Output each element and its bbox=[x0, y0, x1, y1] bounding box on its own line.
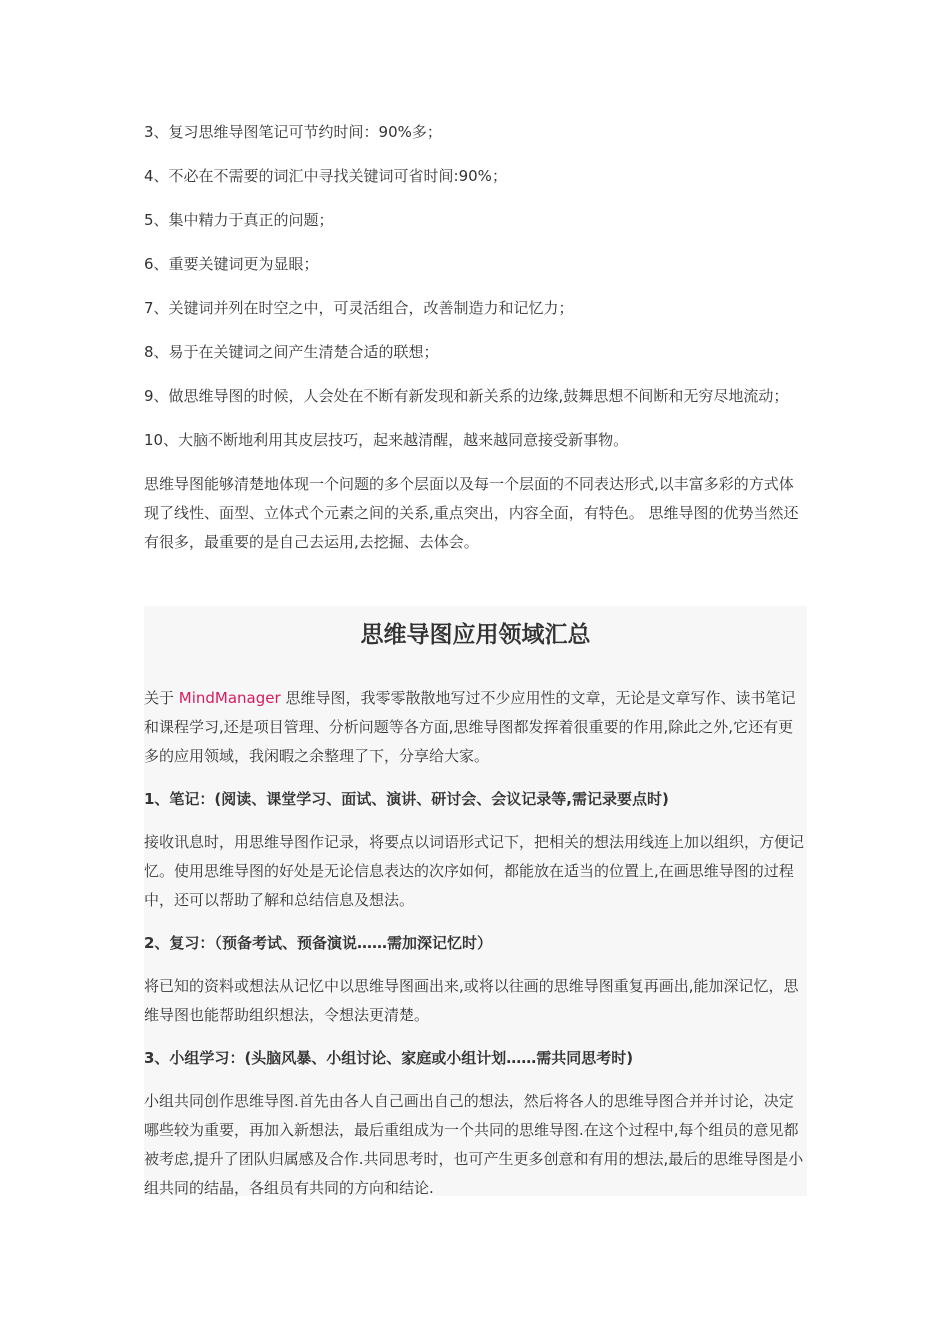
document-body bbox=[144, 118, 807, 557]
list-item: 4、不必在不需要的词汇中寻找关键词可省时间:90%； bbox=[144, 167, 507, 185]
list-item: 3、复习思维导图笔记可节约时间：90%多； bbox=[144, 123, 442, 141]
list-item: 5、集中精力于真正的问题； bbox=[144, 211, 334, 229]
section-title: 思维导图应用领域汇总 bbox=[360, 622, 591, 648]
list-item: 10、大脑不断地利用其皮层技巧，起来越清醒，越来越同意接受新事物。 bbox=[144, 431, 629, 449]
mindmanager-link[interactable]: MindManager bbox=[178, 689, 281, 707]
item-heading: 3、小组学习：(头脑风暴、小组讨论、家庭或小组计划……需共同思考时) bbox=[144, 1049, 634, 1067]
summary-paragraph: 思维导图能够清楚地体现一个问题的多个层面以及每一个层面的不同表达形式,以丰富多彩的方式体现了线性、面型、立体式个元素之间的关系,重点突出，内容全面，有特色。 思维导图的优势当然还有很多，最重要的是自己去运用,去挖掘、去体会。 bbox=[144, 475, 799, 551]
list-item: 6、重要关键词更为显眼； bbox=[144, 255, 319, 273]
intro-prefix: 关于 bbox=[144, 689, 179, 707]
list-item: 8、易于在关键词之间产生清楚合适的联想； bbox=[144, 343, 439, 361]
item-body: 接收讯息时，用思维导图作记录，将要点以词语形式记下，把相关的想法用线连上加以组织，方便记忆。使用思维导图的好处是无论信息表达的次序如何，都能放在适当的位置上,在画思维导图的过程中，还可以帮助了解和总结信息及想法。 bbox=[144, 833, 805, 909]
item-heading: 2、复习：（预备考试、预备演说……需加深记忆时） bbox=[144, 934, 492, 952]
list-item: 9、做思维导图的时候，人会处在不断有新发现和新关系的边缘,鼓舞思想不间断和无穷尽地流动； bbox=[144, 387, 789, 405]
intro-paragraph bbox=[144, 684, 807, 771]
item-body: 小组共同创作思维导图.首先由各人自己画出自己的想法，然后将各人的思维导图合并并讨论，决定哪些较为重要，再加入新想法，最后重组成为一个共同的思维导图.在这个过程中,每个组员的意见都被考虑,提升了团队归属感及合作.共同思考时，也可产生更多创意和有用的想法,最后的思维导图是小组共同的结晶，各组员有共同的方向和结论. bbox=[144, 1092, 804, 1197]
application-section bbox=[144, 606, 807, 1196]
item-heading: 1、笔记：(阅读、课堂学习、面试、演讲、研讨会、会议记录等,需记录要点时) bbox=[144, 790, 669, 808]
intro-rest: 思维导图，我零零散散地写过不少应用性的文章，无论是文章写作、读书笔记和课程学习,还是项目管理、分析问题等各方面,思维导图都发挥着很重要的作用,除此之外,它还有更多的应用领域，我闲暇之余整理了下，分享给大家。 bbox=[144, 689, 796, 765]
item-body: 将已知的资料或想法从记忆中以思维导图画出来,或将以往画的思维导图重复再画出,能加深记忆，思维导图也能帮助组织想法，令想法更清楚。 bbox=[144, 977, 799, 1024]
list-item: 7、关键词并列在时空之中，可灵活组合，改善制造力和记忆力； bbox=[144, 299, 574, 317]
